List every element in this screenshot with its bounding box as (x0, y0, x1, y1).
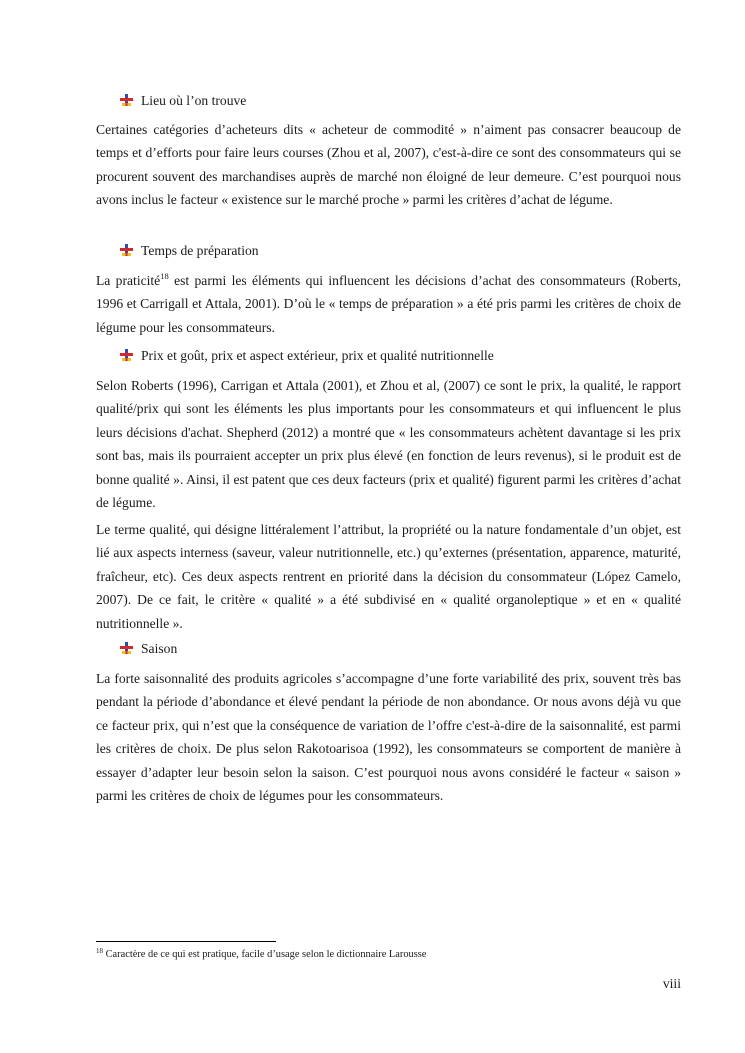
heading-text: Temps de préparation (141, 243, 259, 258)
paragraph-text-start: La praticité (96, 273, 161, 288)
paragraph: Selon Roberts (1996), Carrigan et Attala (2001), et Zhou et al, (2007) ce sont le prix, la qualité, le rapport qualité/prix qui sont les éléments les plus importants pour les consommateurs et qui influencent le plus leurs décisions d'achat. Shepherd (2012) a montré que « les consommateurs achètent davantage si les prix sont bas, mais ils pourraient accepter un prix plus élevé (en fonction de leurs revenus), si le produit est de bonne qualité ». Ainsi, il est patent que ces deux facteurs (prix et qualité) figurent parmi les critères d’achat de légume. (96, 378, 681, 511)
paragraph-text-end: est parmi les éléments qui influencent les décisions d’achat des consommateurs (Roberts, 1996 et Carrigall et Attala, 2001). D’où le « temps de préparation » a été pris parmi les critères de choix de légume pour les consommateurs. (96, 273, 681, 335)
paragraph (96, 269, 681, 339)
arrow-bullet-icon (120, 244, 133, 257)
footnote (96, 948, 681, 962)
heading-text: Lieu où l’on trouve (141, 93, 247, 108)
page-number: viii (662, 976, 681, 991)
section-heading-lieu (120, 90, 246, 112)
section-heading-prix (120, 345, 494, 367)
document-page (96, 0, 681, 1053)
heading-text: Prix et goût, prix et aspect extérieur, prix et qualité nutritionnelle (141, 348, 494, 363)
footnote-separator (96, 941, 276, 942)
arrow-bullet-icon (120, 349, 133, 362)
section-heading-temps (120, 240, 259, 262)
arrow-bullet-icon (120, 94, 133, 107)
paragraph: Certaines catégories d’acheteurs dits « acheteur de commodité » n’aiment pas consacrer beaucoup de temps et d’efforts pour faire leurs courses (Zhou et al, 2007), c'est-à-dire ce sont des consommateurs qui se procurent souvent des marchandises auprès de marché non éloigné de leur demeure. C’est pourquoi nous avons inclus le facteur « existence sur le marché proche » parmi les critères d’achat de légume. (96, 122, 681, 208)
footnote-number: 18 (96, 947, 103, 955)
heading-text: Saison (141, 641, 178, 656)
paragraph: Le terme qualité, qui désigne littéralement l’attribut, la propriété ou la nature fondamentale d’un objet, est lié aux aspects interness (saveur, valeur nutritionnelle, etc.) qu’externes (présentation, apparence, maturité, fraîcheur, etc). Ces deux aspects rentrent en priorité dans la décision du consommateur (López Camelo, 2007). De ce fait, le critère « qualité » a été subdivisé en « qualité organoleptique » et en « qualité nutritionnelle ». (96, 522, 681, 631)
section-heading-saison (120, 638, 177, 660)
footnote-text: Caractère de ce qui est pratique, facile d’usage selon le dictionnaire Larousse (103, 949, 427, 960)
arrow-bullet-icon (120, 642, 133, 655)
footnote-reference: 18 (160, 271, 169, 281)
paragraph: La forte saisonnalité des produits agricoles s’accompagne d’une forte variabilité des prix, souvent très bas pendant la période d’abondance et élevé pendant la période de non abondance. Or nous avons déjà vu que ce facteur prix, qui n’est que la conséquence de variation de l’offre c'est-à-dire de la saisonnalité, est parmi les critères de choix. De plus selon Rakotoarisoa (1992), les consommateurs se comportent de manière à essayer d’adapter leur besoin selon la saison. C’est pourquoi nous avons considéré le facteur « saison » parmi les critères de choix de légumes pour les consommateurs. (96, 671, 681, 804)
